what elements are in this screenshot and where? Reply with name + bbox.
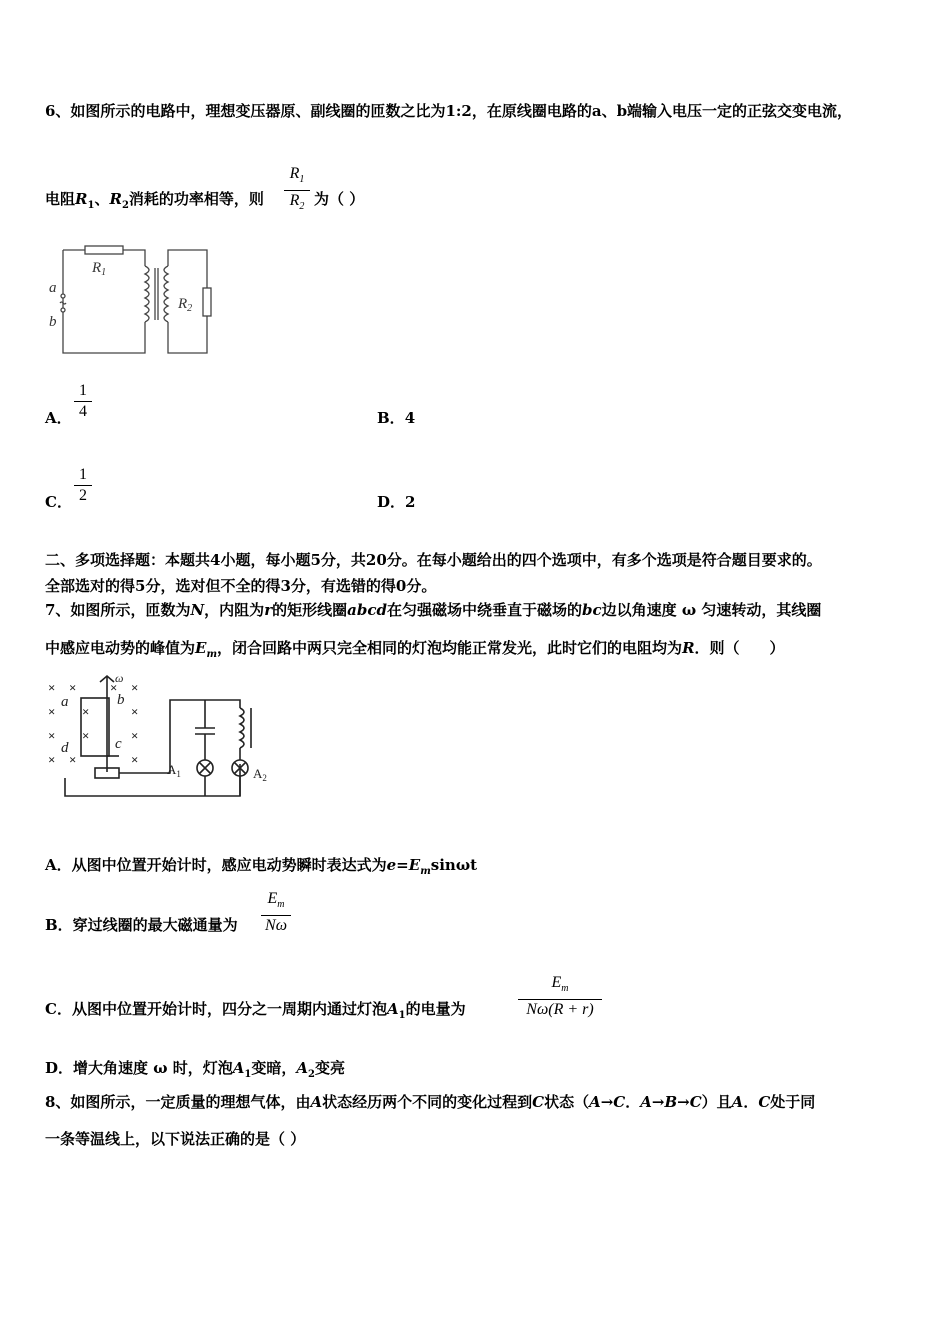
- q7-option-b: B．穿过线圈的最大磁通量为: [45, 916, 238, 934]
- q7-option-d: D．增大角速度 ω 时，灯泡$A_1$变暗，$A_2$变亮: [45, 1059, 345, 1080]
- q6-option-c-fraction: 1 2: [74, 465, 92, 506]
- section2-line2: 全部选对的得5分，选对但不全的得3分，有选错的得0分。: [45, 577, 437, 595]
- svg-text:×: ×: [48, 752, 56, 767]
- q7-option-c-fraction: $E_m$ Nω(R + r): [518, 973, 602, 1020]
- q7-fig-d-label: d: [61, 740, 69, 756]
- q6-ratio-fraction: $R_1$ $R_2$: [284, 164, 310, 217]
- q7-option-c: C．从图中位置开始计时，四分之一周期内通过灯泡$A_1$的电量为: [45, 1000, 466, 1021]
- q6-circuit-figure: [45, 240, 220, 360]
- svg-text:×: ×: [110, 680, 118, 695]
- section2-line1: 二、多项选择题：本题共4小题，每小题5分，共20分。在每小题给出的四个选项中，有多个选项是符合题目要求的。: [45, 551, 822, 569]
- q7-option-b-fraction: $E_m$ Nω: [261, 889, 291, 936]
- q7-generator-figure: [45, 672, 280, 807]
- svg-text:×: ×: [131, 728, 139, 743]
- q6-option-a-fraction: 1 4: [74, 381, 92, 422]
- q8-line2: 一条等温线上，以下说法正确的是（ ）: [45, 1130, 306, 1148]
- svg-text:×: ×: [69, 752, 77, 767]
- svg-text:×: ×: [131, 752, 139, 767]
- q6-line1: 6、如图所示的电路中，理想变压器原、副线圈的匝数之比为1:2，在原线圈电路的a、b端输入电压一定的正弦交变电流，: [45, 102, 853, 120]
- q7-fig-a2-label: $A_2$: [253, 766, 267, 783]
- q7-option-a: A．从图中位置开始计时，感应电动势瞬时表达式为$e=E_m\sin\omega t$: [45, 856, 478, 877]
- q6-option-a-label: A．: [45, 409, 72, 427]
- svg-text:×: ×: [82, 704, 90, 719]
- q7-fig-a1-label: $A_1$: [167, 762, 181, 779]
- q6-line2: 电阻$R_1$、$R_2$消耗的功率相等，则: [45, 190, 264, 211]
- svg-text:×: ×: [131, 680, 139, 695]
- q6-fig-a-label: a: [49, 280, 57, 296]
- svg-text:×: ×: [69, 680, 77, 695]
- q6-option-b: B．4: [377, 409, 416, 427]
- q7-line2: 中感应电动势的峰值为$E_m$，闭合回路中两只完全相同的灯泡均能正常发光，此时它们的电阻均为R．则（ ）: [45, 639, 785, 660]
- svg-text:×: ×: [48, 704, 56, 719]
- q6-fig-r2-label: $R_2$: [178, 296, 193, 314]
- svg-text:×: ×: [48, 728, 56, 743]
- q7-fig-omega-label: ω: [115, 672, 124, 685]
- svg-text:×: ×: [131, 704, 139, 719]
- q7-fig-c-label: c: [115, 736, 122, 752]
- q6-line2-tail: 为（ ）: [314, 190, 365, 208]
- svg-text:×: ×: [82, 728, 90, 743]
- svg-text:×: ×: [48, 680, 56, 695]
- q7-fig-b-label: b: [117, 692, 125, 708]
- q7-line1: 7、如图所示，匝数为N，内阻为r的矩形线圈abcd在匀强磁场中绕垂直于磁场的bc边以角速度 ω 匀速转动，其线圈: [45, 601, 822, 619]
- q6-fig-b-label: b: [49, 314, 57, 330]
- q6-option-c-label: C．: [45, 493, 72, 511]
- q8-line1: 8、如图所示，一定质量的理想气体，由A状态经历两个不同的变化过程到C状态（A→C．A→B→C）且A．C处于同: [45, 1093, 816, 1111]
- q6-option-d: D．2: [377, 493, 416, 511]
- q7-fig-a-label: a: [61, 694, 69, 710]
- q6-fig-r1-label: $R_1$: [92, 260, 107, 278]
